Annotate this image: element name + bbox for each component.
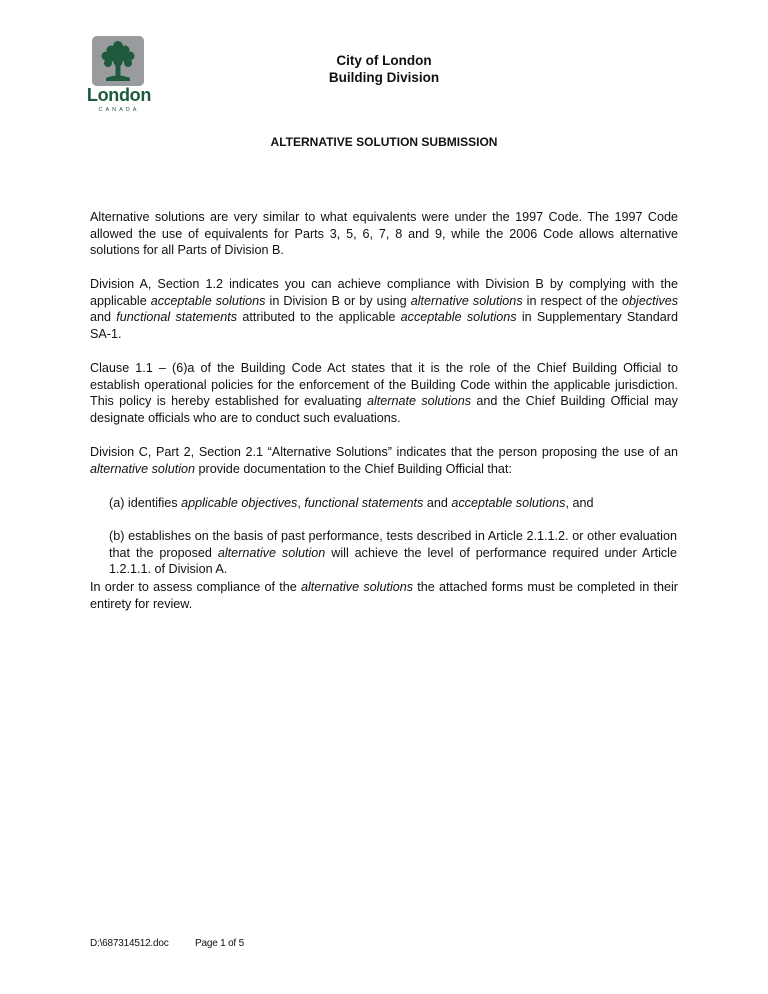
logo-wordmark: London	[86, 85, 152, 105]
city-logo	[86, 36, 152, 118]
paragraph-5: In order to assess compliance of the alternative solutions the attached forms must be completed in their entirety for review.	[90, 580, 678, 611]
footer-filename: D:\687314512.doc	[90, 938, 169, 949]
paragraph-3: Clause 1.1 – (6)a of the Building Code Act states that it is the role of the Chief Building Official to establish operational policies for the enforcement of the Building Code within the applicable jurisdiction. This policy is hereby established for evaluating alternate solutions and the Chief Building Official may designate officials who are to conduct such evaluations.	[90, 361, 678, 425]
header-city: City of London	[336, 53, 432, 68]
list-item-a: (a) identifies applicable objectives, functional statements and acceptable solutions, and	[109, 496, 594, 510]
document-title: ALTERNATIVE SOLUTION SUBMISSION	[270, 135, 498, 149]
paragraph-4: Division C, Part 2, Section 2.1 “Alternative Solutions” indicates that the person proposing the use of an alternative solution provide documentation to the Chief Building Official that:	[90, 445, 678, 476]
logo-country: CANADA	[98, 107, 140, 113]
tree-icon	[92, 36, 144, 86]
list-item-b: (b) establishes on the basis of past performance, tests described in Article 2.1.1.2. or other evaluation that the proposed alternative solution will achieve the level of performance required under Article 1.2.1.1. of Division A.	[109, 529, 677, 577]
header-division: Building Division	[328, 70, 440, 85]
paragraph-1: Alternative solutions are very similar to what equivalents were under the 1997 Code. The 1997 Code allowed the use of equivalents for Parts 3, 5, 6, 7, 8 and 9, while the 2006 Code allows alternative solutions for all Parts of Division B.	[90, 210, 678, 258]
footer-page-number: Page 1 of 5	[195, 938, 244, 949]
logo-tree-badge	[92, 36, 144, 86]
paragraph-2: Division A, Section 1.2 indicates you can achieve compliance with Division B by complying with the applicable acceptable solutions in Division B or by using alternative solutions in respect of the objectives and functional statements attributed to the applicable acceptable solutions in Supplementary Standard SA-1.	[90, 277, 679, 341]
